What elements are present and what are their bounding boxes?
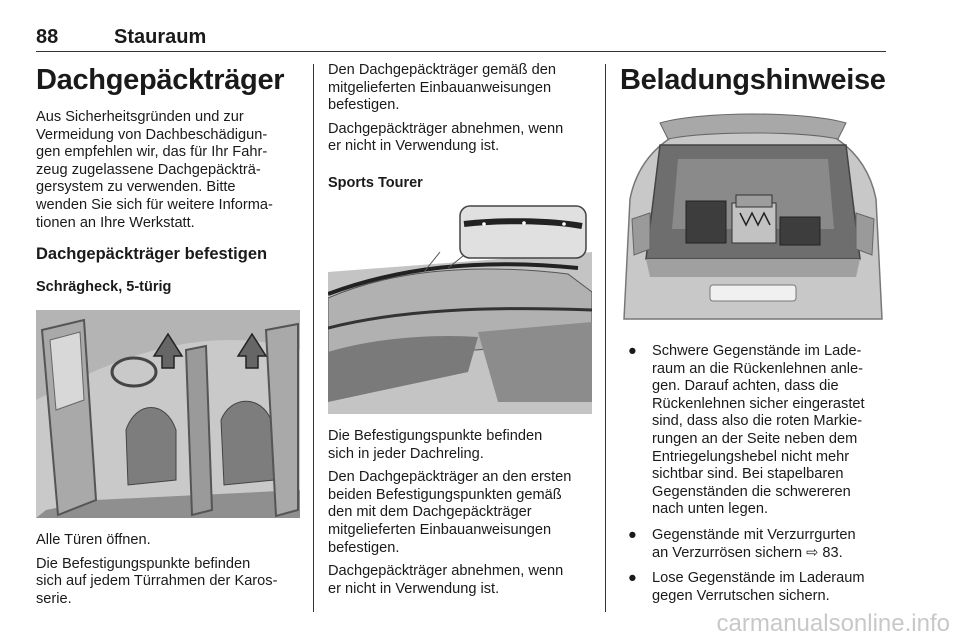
text-line: sich auf jedem Türrahmen der Karos- — [36, 573, 278, 590]
text-line: Rückenlehnen sicher eingerastet — [652, 395, 865, 412]
text-line: rungen an der Seite neben dem — [652, 430, 858, 447]
heading-loading-tips: Beladungshinweise — [620, 64, 886, 96]
text-line: mitgelieferten Einbauanweisungen — [328, 79, 552, 96]
text-line: Die Befestigungspunkte befinden — [36, 555, 251, 572]
figure-car-doors-open — [36, 310, 300, 518]
text-line: Den Dachgepäckträger gemäß den — [328, 62, 556, 78]
text-line: Aus Sicherheitsgründen und zur — [36, 109, 244, 125]
list-item — [620, 343, 886, 519]
text-line: er nicht in Verwendung ist. — [328, 580, 500, 597]
text-line: den mit dem Dachgepäckträger — [328, 504, 532, 521]
figure-cargo-area — [620, 109, 886, 321]
text-line: Dachgepäckträger abnehmen, wenn — [328, 563, 564, 580]
paragraph-rail-remove — [328, 563, 592, 598]
text-line: nach unten legen. — [652, 501, 769, 518]
text-line: an Verzurrösen sichern ⇨ 83. — [652, 544, 843, 561]
text-line: er nicht in Verwendung ist. — [328, 138, 500, 155]
bullet-icon: ● — [628, 526, 637, 543]
text-line: Lose Gegenstände im Laderaum — [652, 570, 865, 587]
text-line: raum an die Rückenlehnen anle- — [652, 360, 863, 377]
text-line: gen empfehlen wir, das für Ihr Fahr- — [36, 144, 268, 161]
text-line: Gegenständen die schwereren — [652, 483, 851, 500]
text-line: Entriegelungshebel nicht mehr — [652, 448, 850, 465]
text-line: sichtbar sind. Bei stapelbaren — [652, 466, 844, 483]
text-line: tionen an Ihre Werkstatt. — [36, 214, 195, 231]
text-line: befestigen. — [328, 97, 400, 114]
text-line: Die Befestigungspunkte befinden — [328, 427, 543, 444]
paragraph-remove — [328, 121, 592, 156]
paragraph-install — [328, 62, 592, 115]
list-item — [620, 527, 886, 562]
watermark: carmanualsonline.info — [716, 610, 950, 637]
bullet-icon: ● — [628, 343, 637, 359]
list-item — [620, 570, 886, 605]
subheading-attach: Dachgepäckträger befestigen — [36, 245, 268, 264]
step-attachment-points — [36, 556, 300, 609]
loading-tips-list — [620, 343, 886, 605]
text-line: beiden Befestigungspunkten gemäß — [328, 486, 562, 503]
heading-roof-rack: Dachgepäckträger — [36, 64, 285, 96]
text-line: zeug zugelassene Dachgepäckträ- — [36, 161, 261, 178]
text-line: Vermeidung von Dachbeschädigun- — [36, 126, 268, 143]
page-number: 88 — [36, 26, 59, 48]
step-open-doors: Alle Türen öffnen. — [36, 532, 151, 549]
variant-hatchback: Schrägheck, 5-türig — [36, 279, 172, 296]
text-line: sind, dass also die roten Markie- — [652, 413, 863, 430]
text-line: Dachgepäckträger abnehmen, wenn — [328, 120, 564, 137]
paragraph-rail-points — [328, 428, 592, 463]
text-line: serie. — [36, 590, 72, 607]
bullet-icon: ● — [628, 570, 637, 587]
header-rule — [36, 51, 886, 52]
text-line: Schwere Gegenstände im Lade- — [652, 343, 862, 359]
text-line: gegen Verrutschen sichern. — [652, 587, 830, 604]
column-divider-1 — [313, 64, 314, 612]
column-3 — [620, 62, 886, 613]
column-2 — [328, 62, 592, 604]
text-line: mitgelieferten Einbauanweisungen — [328, 521, 552, 538]
figure-roof-rail — [328, 202, 592, 414]
intro-paragraph — [36, 109, 300, 232]
variant-sports-tourer: Sports Tourer — [328, 174, 423, 191]
text-line: Gegenstände mit Verzurrgurten — [652, 526, 856, 543]
column-1 — [36, 62, 300, 615]
text-line: befestigen. — [328, 539, 400, 556]
section-title: Stauraum — [114, 26, 207, 48]
text-line: wenden Sie sich für weitere Informa- — [36, 196, 273, 213]
text-line: Den Dachgepäckträger an den ersten — [328, 469, 572, 486]
text-line: sich in jeder Dachreling. — [328, 445, 484, 462]
column-divider-2 — [605, 64, 606, 612]
text-line: gen. Darauf achten, dass die — [652, 378, 839, 395]
paragraph-rail-install — [328, 469, 592, 557]
text-line: gersystem zu verwenden. Bitte — [36, 179, 236, 196]
page-header — [36, 26, 886, 52]
